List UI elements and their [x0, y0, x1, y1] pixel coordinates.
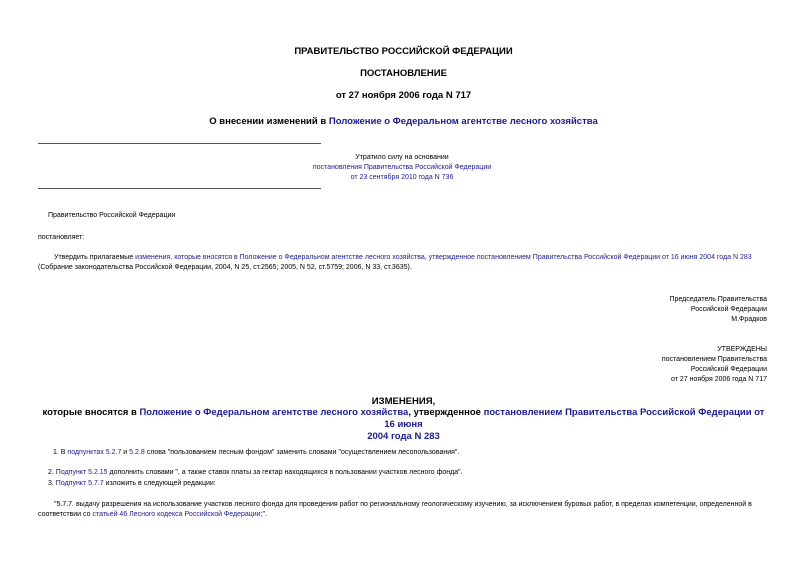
lost-force-note — [252, 153, 552, 183]
changes-sub-prefix: которые вносятся в — [42, 407, 140, 418]
item-2 — [48, 468, 463, 478]
item-1-prefix: 1. В — [53, 449, 68, 456]
item-2-text: дополнить словами ", а также ставок платы за гектар находящихся в пользовании участков лесного фонда". — [107, 469, 463, 476]
signature-line1: Председатель Правительства — [669, 296, 767, 303]
item-1-link-a[interactable]: подпунктах 5.2.7 — [67, 449, 122, 456]
approved-block — [662, 345, 767, 385]
item-3 — [48, 479, 216, 489]
item-3-prefix: 3. — [48, 480, 56, 487]
changes-link-regulation[interactable]: Положение о Федеральном агентстве лесного хозяйства — [139, 407, 409, 418]
signature-line2: Российской Федерации — [690, 306, 767, 313]
quote-text: "5.7.7. выдачу разрешения на использование участков лесного фонда для проведения работ по региональному геологическому изучению, за исключением буровых работ, в пределах компетенции, определенной в соответствии со — [38, 501, 752, 518]
doc-subject — [0, 116, 807, 127]
item-2-prefix: 2. — [48, 469, 56, 476]
item-1-and: и — [121, 449, 130, 456]
item-3-link[interactable]: Подпункт 5.7.7 — [55, 480, 104, 487]
government-label: Правительство Российской Федерации — [48, 212, 176, 219]
changes-link-decree-date[interactable]: 2004 года N 283 — [367, 431, 440, 442]
item-1-link-b[interactable]: 5.2.8 — [129, 449, 145, 456]
changes-link-decree[interactable]: постановлением Правительства Российской Федерации от 16 июня — [384, 407, 765, 430]
lost-force-line1: Утратило силу на основании — [355, 154, 449, 161]
divider-top — [38, 143, 321, 144]
quote-paragraph — [38, 500, 771, 520]
lost-force-link-date[interactable]: от 23 сентября 2010 года N 736 — [350, 174, 454, 181]
approved-line3: Российской Федерации — [690, 366, 767, 373]
item-3-text: изложить в следующей редакции: — [103, 480, 216, 487]
org-title: ПРАВИТЕЛЬСТВО РОССИЙСКОЙ ФЕДЕРАЦИИ — [294, 46, 513, 57]
quote-link[interactable]: статьей 46 Лесного кодекса Российской Федерации — [92, 511, 261, 518]
subject-link[interactable]: Положение о Федеральном агентстве лесного хозяйства — [328, 116, 598, 127]
doc-type: ПОСТАНОВЛЕНИЕ — [360, 68, 447, 79]
item-2-link[interactable]: Подпункт 5.2.15 — [55, 469, 108, 476]
approve-suffix: (Собрание законодательства Российской Федерации, 2004, N 25, ст.2565; 2005, N 52, ст.5759; 2006, N 33, ст.3635). — [38, 264, 412, 271]
lost-force-link[interactable]: постановления Правительства Российской Федерации — [312, 164, 492, 171]
changes-title: ИЗМЕНЕНИЯ, — [371, 396, 436, 407]
subject-prefix: О внесении изменений в — [209, 116, 329, 127]
approve-link[interactable]: изменения, которые вносятся в Положение о Федеральном агентстве лесного хозяйства, утвержденное постановлением Правительства Российской Федерации от 16 июня 2004 года N 283 — [135, 254, 752, 261]
signature-line3: М.Фрадков — [731, 316, 767, 323]
approved-line2: постановлением Правительства — [661, 356, 767, 363]
item-1 — [53, 448, 459, 458]
item-1-text: слова "пользованием лесным фондом" заменить словами "осуществлением лесопользования". — [144, 449, 460, 456]
approved-line4: от 27 ноября 2006 года N 717 — [671, 376, 767, 383]
signature-block — [670, 295, 767, 325]
doc-date: от 27 ноября 2006 года N 717 — [335, 90, 472, 101]
approved-line1: УТВЕРЖДЕНЫ — [717, 346, 767, 353]
quote-end: ;". — [260, 511, 267, 518]
changes-sub-mid: , утвержденное — [408, 407, 484, 418]
approve-paragraph — [38, 253, 771, 273]
changes-subtitle — [40, 407, 767, 443]
divider-bottom — [38, 188, 321, 189]
approve-prefix: Утвердить прилагаемые — [54, 254, 136, 261]
decrees-label: постановляет: — [38, 234, 85, 241]
